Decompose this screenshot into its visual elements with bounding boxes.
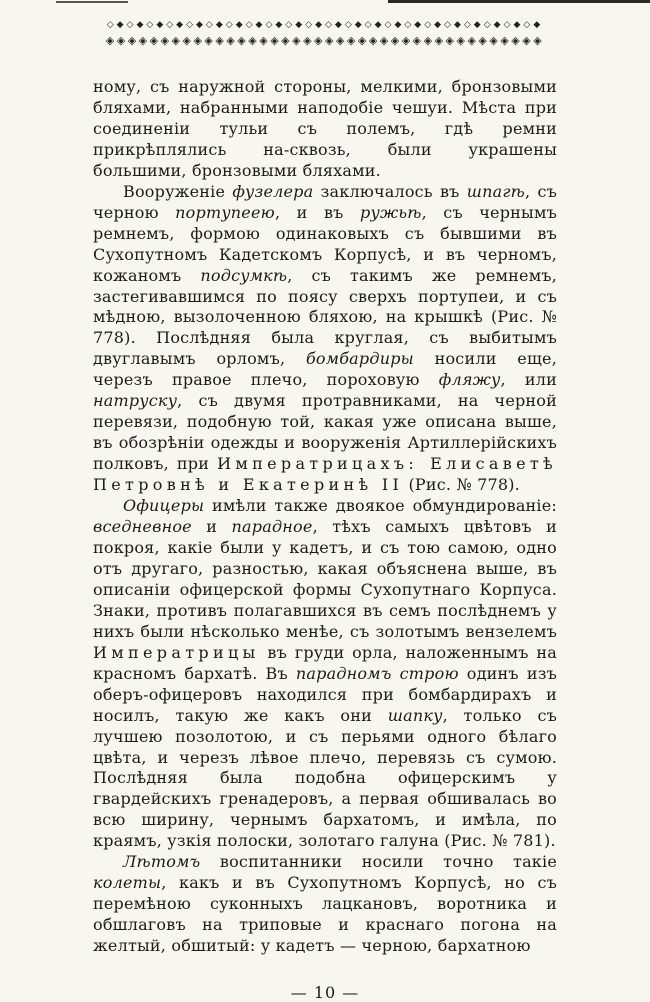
italic-text: подсумкѣ xyxy=(200,265,288,285)
ornament-border xyxy=(42,20,608,47)
body-text: , и въ xyxy=(274,202,361,222)
body-text: носили еще, черезъ правое плечо, пороховую xyxy=(93,349,557,390)
body-text: , или xyxy=(500,370,557,390)
spaced-emphasis-text: Императрицы xyxy=(93,642,260,662)
italic-text: парадное xyxy=(231,517,313,537)
italic-text: Офицеры xyxy=(123,496,205,516)
italic-text: шапку xyxy=(387,705,443,725)
text-block xyxy=(93,77,557,957)
body-text: Вооруженіе xyxy=(123,181,233,201)
spaced-emphasis-text: Императрицахъ: Елисаветѣ Петровнѣ и Екатеринѣ II xyxy=(93,454,557,495)
body-text: , только съ лучшею позолотою, и съ перьями одного бѣлаго цвѣта, и черезъ лѣвое плечо, перевязь съ сумою. Послѣдняя была подобна офицерскимъ у гвардейскихъ гренадеровъ, а первая обшивалась во всю ширину, чернымъ бархатомъ, и имѣла, по краямъ, узкія полоски, золотаго галуна (Рис. № 781). xyxy=(93,705,558,851)
scan-artifact-top-right xyxy=(388,0,650,3)
body-text: , съ чернымъ ремнемъ, формою одинаковыхъ съ бывшими въ Сухопутномъ Кадетскомъ Корпусѣ, и въ черномъ, кожаномъ xyxy=(93,202,557,285)
italic-text: ружьѣ xyxy=(360,202,422,222)
italic-text: парадномъ строю xyxy=(295,663,459,683)
italic-text: вседневное xyxy=(93,517,192,537)
paragraph xyxy=(93,496,557,852)
body-text: и xyxy=(191,517,232,537)
body-text: имѣли также двоякое обмундированіе: xyxy=(204,496,557,516)
italic-text: Лѣтомъ xyxy=(123,852,201,872)
italic-text: бомбардиры xyxy=(305,349,414,369)
body-text: , съ такимъ же ремнемъ, застегивавшимся по поясу сверхъ портупеи, и съ мѣдною, вызолоченною бляхою, на крышкѣ (Рис. № 778). Послѣдняя была круглая, съ выбитымъ двуглавымъ орломъ, xyxy=(93,265,557,369)
paragraph xyxy=(93,182,557,496)
body-text: , съ черною xyxy=(93,181,557,222)
body-text: (Рис. № 778). xyxy=(403,475,520,495)
page-number: — 10 — xyxy=(290,983,360,1002)
body-text: , съ двумя протравниками, на черной перевязи, подобную той, какая уже описана выше, въ обозрѣніи одежды и вооруженія Артиллерійскихъ полковъ, при xyxy=(93,391,557,474)
italic-text: фляжу xyxy=(438,370,501,390)
ornament-row-bottom: ◈◈◈◈◈◈◈◈◈◈◈◈◈◈◈◈◈◈◈◈◈◈◈◈◈◈◈◈◈◈◈◈◈◈◈◈◈◈◈◈ xyxy=(105,34,545,47)
paragraph xyxy=(93,77,557,182)
paragraph xyxy=(93,852,557,957)
body-text: одинъ изъ оберъ-офицеровъ находился при бомбардирахъ и носилъ, такую же какъ они xyxy=(93,663,557,725)
body-text: заключалось въ xyxy=(313,181,467,201)
italic-text: натруску xyxy=(93,391,178,411)
ornament-row-top: ◇◆◇◆◇◆◇◆◇◆◇◆◇◆◇◆◇◆◇◆◇◆◇◆◇◆◇◆◇◆◇◆◇◆◇◆◇◆◇◆◇◆◇◆ xyxy=(106,20,544,30)
body-text: воспитанники носили точно такіе xyxy=(200,852,557,872)
body-text: , тѣхъ самыхъ цвѣтовъ и покроя, какіе были у кадетъ, и съ тою самою, одно отъ другаго, разностью, какая объяснена выше, въ описаніи офицерской формы Сухопутнаго Корпуса. Знаки, противъ полагавшихся въ семъ послѣднемъ у нихъ были нѣсколько менѣе, съ золотымъ вензелемъ xyxy=(93,517,557,641)
italic-text: шпагѣ xyxy=(466,181,525,201)
body-text: ному, съ наружной стороны, мелкими, бронзовыми бляхами, набранными наподобіе чешуи. Мѣста при соединеніи тульи съ полемъ, гдѣ ремни прикрѣплялись на-сквозь, были украшены большими, бронзовыми бляхами. xyxy=(93,77,557,180)
italic-text: фузелера xyxy=(232,181,314,201)
italic-text: колеты xyxy=(93,873,162,893)
body-text: , какъ и въ Сухопутномъ Корпусѣ, но съ перемѣною суконныхъ лацкановъ, воротника и обшлаговъ на триповые и краснаго погона на желтый, обшитый: у кадетъ — черною, бархатною xyxy=(93,873,557,956)
italic-text: портупеею xyxy=(175,202,275,222)
body-text: въ груди орла, наложеннымъ на красномъ бархатѣ. Въ xyxy=(93,642,557,683)
scan-artifact-top-left xyxy=(56,1,128,3)
